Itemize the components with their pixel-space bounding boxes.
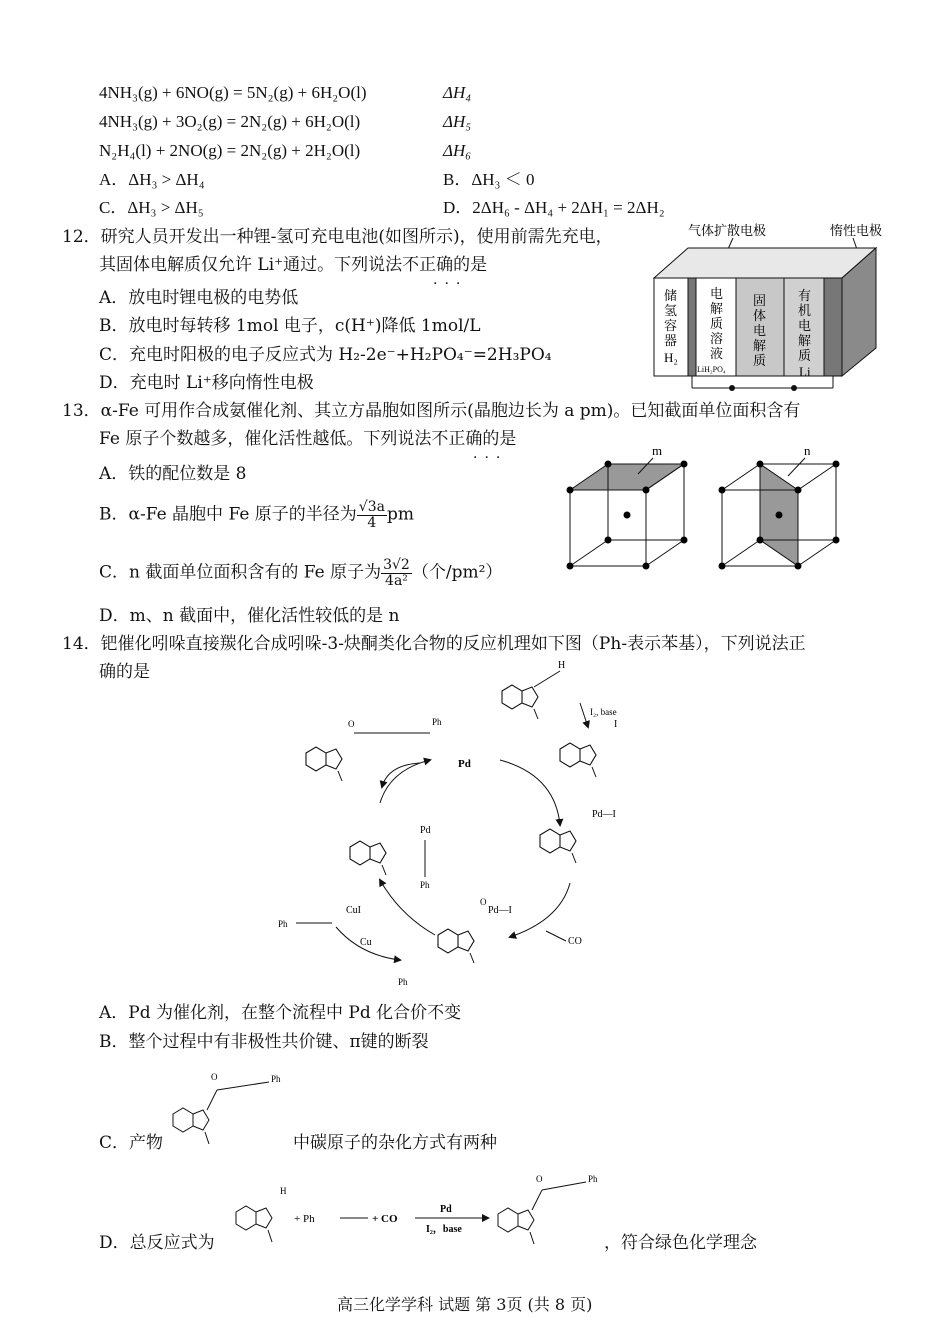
acyl-pd-i-label: Pd—I	[488, 905, 512, 916]
box-electrolyte-formula: LiH₂PO₄	[697, 365, 726, 374]
q11-option-a: A．ΔH₃ > ΔH₄	[99, 170, 205, 189]
emphasis-dots: ···	[433, 276, 468, 292]
q12-option-b: B．放电时每转移 1mol 电子，c(H⁺)降低 1mol/L	[99, 316, 481, 336]
emphasis-dots-13: ···	[473, 450, 508, 466]
q12-option-d: D．充电时 Li⁺移向惰性电极	[99, 373, 314, 393]
box-electrolyte-solution: 电解质溶液	[710, 286, 724, 361]
q14-option-c-prefix: C．产物	[99, 1133, 164, 1153]
reactant-phenylacetylene: + Ph	[294, 1213, 315, 1225]
q12-option-c: C．充电时阳极的电子反应式为 H₂-2e⁻+H₂PO₄⁻=2H₃PO₄	[99, 345, 552, 365]
equation-5: 4NH₃(g) + 3O₂(g) = 2N₂(g) + 6H₂O(l)	[99, 112, 361, 131]
svg-text:H: H	[280, 1186, 287, 1196]
battery-diagram	[648, 220, 888, 395]
o-label: O	[480, 897, 487, 907]
page-footer: 高三化学学科 试题 第 3页 (共 8 页)	[337, 1295, 593, 1314]
q14-option-d-prefix: D．总反应式为	[99, 1233, 215, 1253]
q14-stem-line2: 确的是	[99, 662, 150, 682]
o-label-product: O	[348, 719, 355, 729]
q14-option-d-suffix: ，符合绿色化学理念	[604, 1233, 757, 1253]
label-m: m	[652, 443, 663, 458]
box-organic-electrolyte: 有机电解质 Li	[798, 288, 812, 379]
equation-4-dh: ΔH₄	[443, 83, 472, 102]
mechanism-diagram	[270, 655, 670, 1000]
q14-option-c-suffix: 中碳原子的杂化方式有两种	[293, 1133, 497, 1153]
ph-cu-label: Ph	[398, 977, 408, 987]
acyl-pd-label: Pd	[420, 825, 431, 836]
q12-stem-line1: 12．研究人员开发出一种锂-氢可充电电池(如图所示)，使用前需先充电，	[62, 227, 613, 247]
q13-stem-line1: 13．α-Fe 可用作合成氨催化剂、其立方晶胞如图所示(晶胞边长为 a pm)。已知截面单位面积含有	[62, 401, 801, 421]
ph-alkyne-label: Ph	[278, 919, 288, 929]
equation-6: N₂H₄(l) + 2NO(g) = 2N₂(g) + 2H₂O(l)	[99, 141, 361, 160]
q11-option-b: B．ΔH₃ ＜ 0	[443, 170, 535, 189]
conditions-label: I₂，base	[426, 1224, 462, 1235]
ph-label: Ph	[420, 880, 430, 890]
label-inert-electrode: 惰性电极	[830, 223, 883, 238]
pd-i-label: Pd—I	[592, 809, 616, 820]
q13-option-a: A．铁的配位数是 8	[99, 464, 247, 484]
svg-text:O: O	[536, 1174, 543, 1184]
reactant-co: + CO	[372, 1213, 398, 1225]
unit-cell-m	[567, 443, 688, 570]
catalyst-label: Pd	[440, 1204, 452, 1215]
pd-catalyst-label: Pd	[458, 758, 471, 770]
i2-base-label: I₂, base	[590, 707, 617, 717]
h-label: H	[558, 660, 566, 671]
svg-text:O: O	[211, 1072, 218, 1082]
ph-label-product: Ph	[432, 717, 442, 727]
label-gas-diffusion-electrode: 气体扩散电极	[688, 223, 767, 238]
cu-label: Cu	[360, 937, 372, 948]
q11-option-d: D．2ΔH₆ - ΔH₄ + 2ΔH₁ = 2ΔH₂	[443, 198, 665, 217]
q13-stem-line2: Fe 原子个数越多，催化活性越低。下列说法不正确的是	[99, 429, 517, 449]
equation-6-dh: ΔH₆	[443, 141, 472, 160]
equation-4: 4NH₃(g) + 6NO(g) = 5N₂(g) + 6H₂O(l)	[99, 83, 367, 102]
box-hydrogen-container: 储氢容器 H₂	[664, 288, 678, 365]
q14-option-b: B．整个过程中有非极性共价键、π键的断裂	[99, 1032, 429, 1052]
q12-option-a: A．放电时锂电极的电势低	[99, 288, 299, 308]
q13-option-c: C．n 截面单位面积含有的 Fe 原子为 $\frac{3√2}{\text{4a²}}$ （个/pm²）	[99, 557, 503, 589]
q12-stem-line2: 其固体电解质仅允许 Li⁺通过。下列说法不正确的是	[99, 255, 488, 275]
i-label: I	[614, 719, 618, 730]
q13-option-d: D．m、n 截面中，催化活性较低的是 n	[99, 606, 400, 626]
q14-stem-line1: 14．钯催化吲哚直接羰化合成吲哚-3-炔酮类化合物的反应机理如下图（Ph-表示苯基），下列说法正	[62, 634, 806, 654]
q13-option-b: B．α-Fe 晶胞中 Fe 原子的半径为 $\frac{√3a}{4}$ pm	[99, 499, 414, 531]
unit-cell-diagrams	[560, 440, 860, 575]
product-structure	[165, 1068, 295, 1153]
q11-option-c: C．ΔH₃ > ΔH₅	[99, 198, 204, 217]
box-solid-electrolyte: 固体电解质	[753, 293, 767, 368]
equation-5-dh: ΔH₅	[443, 112, 472, 131]
svg-text:Ph: Ph	[271, 1074, 281, 1084]
q14-option-a: A．Pd 为催化剂，在整个流程中 Pd 化合价不变	[99, 1003, 462, 1023]
svg-text:Ph: Ph	[588, 1174, 598, 1184]
unit-cell-n	[719, 443, 840, 570]
cui-label: CuI	[346, 905, 361, 916]
co-label: CO	[568, 936, 582, 947]
overall-reaction	[230, 1170, 610, 1255]
label-n: n	[804, 443, 811, 458]
